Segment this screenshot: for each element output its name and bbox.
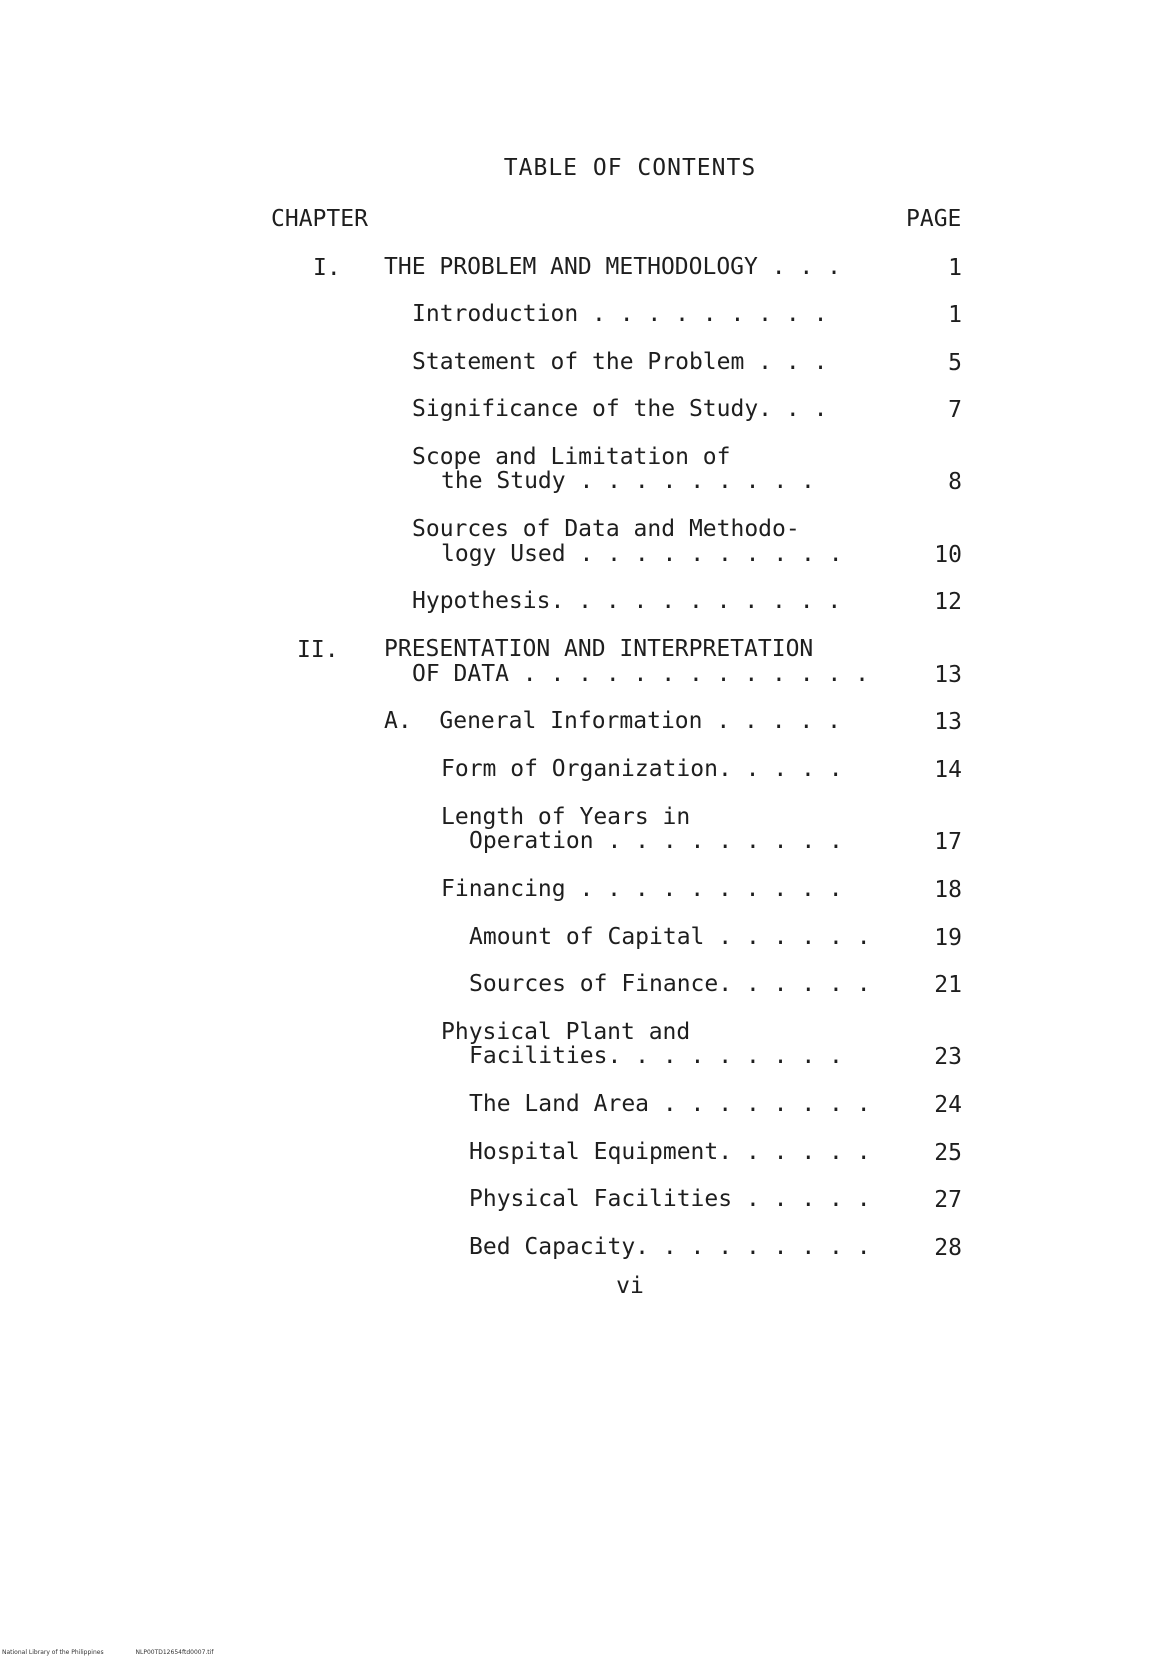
toc-entry [384, 709, 841, 734]
page-number: 17 [934, 829, 962, 855]
page-number: 18 [934, 877, 962, 903]
toc-text: Financing . . . . . . . . . . [441, 876, 843, 902]
toc-entry [412, 350, 827, 375]
file-name: NLP00TD12654ftd0007.tif [135, 1649, 214, 1656]
page-number: 25 [934, 1140, 962, 1166]
toc-entry-continuation [441, 542, 843, 567]
page-folio: vi [616, 1273, 644, 1299]
toc-text: Facilities. . . . . . . . . [469, 1043, 843, 1069]
page-number: 1 [948, 302, 962, 328]
chapter-column-header: CHAPTER [271, 206, 368, 232]
chapter-numeral: II. [297, 637, 339, 663]
toc-text: Hospital Equipment. . . . . . [469, 1139, 871, 1165]
toc-text: Amount of Capital . . . . . . [469, 924, 871, 950]
toc-entry [441, 1020, 690, 1045]
library-credit: National Library of the Philippines [2, 1649, 104, 1656]
toc-text: Introduction . . . . . . . . . [412, 301, 828, 327]
toc-text: Scope and Limitation of [412, 444, 731, 470]
toc-entry [412, 397, 827, 422]
toc-entry-continuation [441, 469, 815, 494]
toc-text: THE PROBLEM AND METHODOLOGY . . . [384, 254, 841, 280]
chapter-numeral: I. [313, 255, 341, 281]
toc-text: Hypothesis. . . . . . . . . . . [412, 588, 842, 614]
toc-entry-continuation [469, 1044, 843, 1069]
toc-entry [441, 877, 843, 902]
page-number: 28 [934, 1235, 962, 1261]
toc-entry [469, 1187, 871, 1212]
toc-text: Sources of Finance. . . . . . [469, 971, 871, 997]
page-number: 5 [948, 350, 962, 376]
toc-entry [469, 1235, 871, 1260]
page-number: 13 [934, 709, 962, 735]
page-number: 23 [934, 1044, 962, 1070]
toc-text: A. General Information . . . . . [384, 708, 841, 734]
page-number: 27 [934, 1187, 962, 1213]
toc-text: Operation . . . . . . . . . [469, 828, 843, 854]
scan-footer [2, 1649, 243, 1656]
toc-text: OF DATA . . . . . . . . . . . . . [412, 661, 869, 687]
page-title: TABLE OF CONTENTS [503, 155, 757, 181]
page-number: 19 [934, 925, 962, 951]
page-number: 8 [948, 469, 962, 495]
toc-text: Physical Facilities . . . . . [469, 1186, 871, 1212]
chapter-title [384, 637, 813, 662]
toc-entry [441, 805, 690, 830]
page-number: 7 [948, 397, 962, 423]
chapter-title [384, 255, 841, 280]
toc-entry [412, 517, 800, 542]
toc-text: Significance of the Study. . . [412, 396, 828, 422]
toc-entry [412, 589, 841, 614]
toc-text: Length of Years in [441, 804, 691, 830]
toc-entry [412, 302, 827, 327]
toc-text: The Land Area . . . . . . . . [469, 1091, 871, 1117]
page-number: 10 [934, 542, 962, 568]
toc-entry [469, 1140, 871, 1165]
chapter-title-continuation [412, 662, 869, 687]
page-number: 14 [934, 757, 962, 783]
page-number: 21 [934, 972, 962, 998]
toc-text: Bed Capacity. . . . . . . . . [469, 1234, 871, 1260]
toc-text: Statement of the Problem . . . [412, 349, 828, 375]
toc-entry [469, 972, 871, 997]
toc-text: logy Used . . . . . . . . . . [441, 541, 843, 567]
page-number: 13 [934, 662, 962, 688]
page-number: 24 [934, 1092, 962, 1118]
toc-text: the Study . . . . . . . . . [441, 468, 815, 494]
toc-entry [441, 757, 843, 782]
page-column-header: PAGE [906, 206, 962, 232]
page-number: 1 [948, 255, 962, 281]
page-number: 12 [934, 589, 962, 615]
toc-text: Physical Plant and [441, 1019, 691, 1045]
toc-text: Sources of Data and Methodo- [412, 516, 800, 542]
toc-entry [469, 1092, 871, 1117]
toc-text: PRESENTATION AND INTERPRETATION [384, 636, 814, 662]
toc-entry [412, 445, 731, 470]
toc-entry-continuation [469, 829, 843, 854]
toc-text: Form of Organization. . . . . [441, 756, 843, 782]
toc-entry [469, 925, 871, 950]
